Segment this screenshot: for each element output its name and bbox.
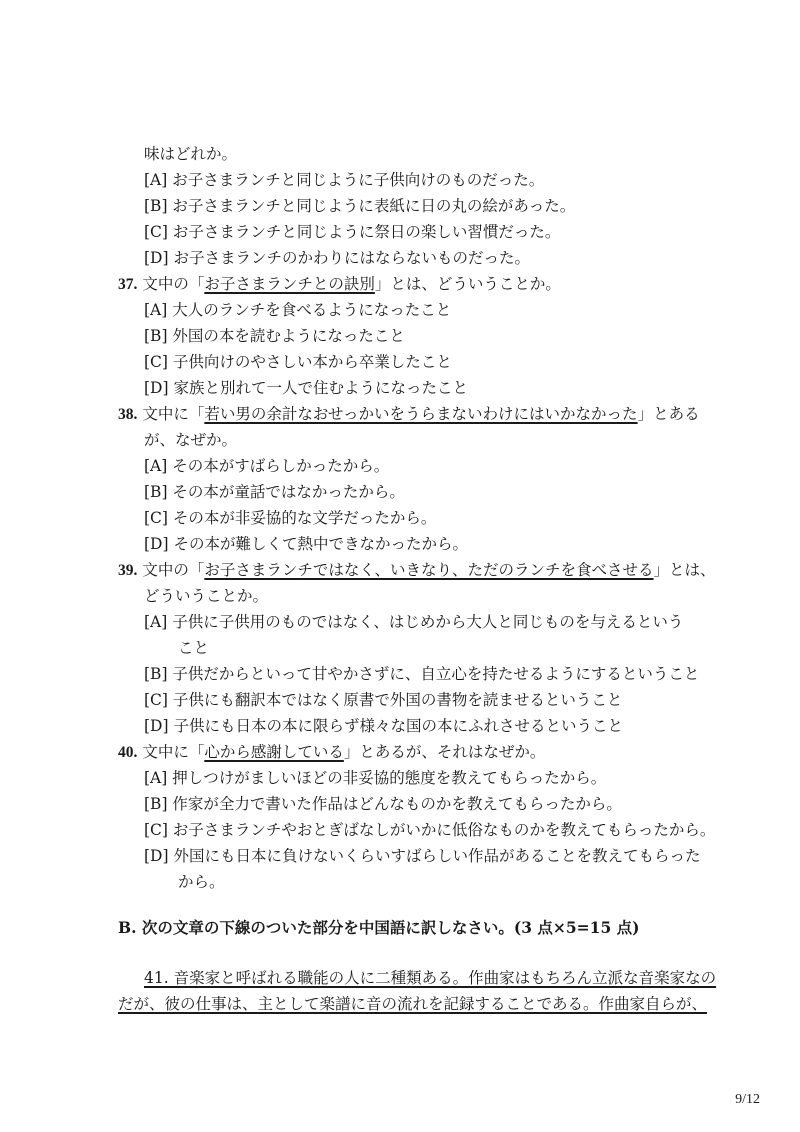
q37-option-b: [B] 外国の本を読むようになったこと	[144, 327, 405, 345]
q38-quote: 若い男の余計なおせっかいをうらまないわけにはいかなかった	[204, 405, 638, 423]
q38-number: 38.	[118, 406, 138, 423]
q40-option-d: [D] 外国にも日本に負けないくらいすばらしい作品があることを教えてもらった	[144, 847, 701, 865]
q37-number: 37.	[118, 276, 138, 293]
q37-quote: お子さまランチとの訣別	[204, 275, 375, 293]
q39-option-a-continuation: こと	[178, 639, 210, 657]
q39-option-b: [B] 子供だからといって甘やかさずに、自立心を持たせるようにするということ	[144, 665, 700, 683]
q37-post: 」とは、どういうことか。	[374, 275, 561, 293]
q36-option-a: [A] お子さまランチと同じように子供向けのものだった。	[144, 171, 545, 189]
q37-pre: 文中の「	[142, 275, 205, 293]
q38-option-c: [C] その本が非妥協的な文学だったから。	[144, 509, 437, 527]
q37-option-a: [A] 大人のランチを食べるようになったこと	[144, 301, 452, 319]
q38-option-d: [D] その本が難しくて熱中できなかったから。	[144, 535, 468, 553]
q39-option-d: [D] 子供にも日本の本に限らず様々な国の本にふれさせるということ	[144, 717, 623, 735]
passage-line-2: だが、彼の仕事は、主として楽譜に音の流れを記録することである。作曲家自らが、	[118, 995, 708, 1013]
q38-continuation: が、なぜか。	[144, 431, 238, 449]
q39-continuation: どういうことか。	[144, 587, 269, 605]
passage-line-1: 41. 音楽家と呼ばれる職能の人に二種類ある。作曲家はもちろん立派な音楽家なの	[144, 969, 717, 987]
q36-continuation: 味はどれか。	[144, 145, 238, 163]
q38-option-a: [A] その本がすばらしかったから。	[144, 457, 390, 475]
q38-option-b: [B] その本が童話ではなかったから。	[144, 483, 405, 501]
q37-question	[118, 274, 561, 295]
q40-quote: 心から感謝している	[204, 743, 344, 761]
q36-option-c: [C] お子さまランチと同じように祭日の楽しい習慣だった。	[144, 223, 561, 241]
q40-post: 」とあるが、それはなぜか。	[343, 743, 546, 761]
q39-pre: 文中の「	[142, 561, 205, 579]
q40-number: 40.	[118, 744, 138, 761]
q40-option-a: [A] 押しつけがましいほどの非妥協的態度を教えてもらったから。	[144, 769, 607, 787]
q39-post: 」とは、	[653, 561, 716, 579]
q38-post: 」とある	[637, 405, 700, 423]
page-number: 9/12	[735, 1092, 760, 1107]
q39-option-a: [A] 子供に子供用のものではなく、はじめから大人と同じものを与えるという	[144, 613, 684, 631]
q38-question	[118, 404, 700, 425]
q39-quote: お子さまランチではなく、いきなり、ただのランチを食べさせる	[204, 561, 654, 579]
section-b-heading: B. 次の文章の下線のついた部分を中国語に訳しなさい。(3 点×5=15 点)	[118, 918, 640, 937]
q39-option-c: [C] 子供にも翻訳本ではなく原書で外国の書物を読ませるということ	[144, 691, 623, 709]
q40-option-d-continuation: から。	[178, 873, 225, 891]
q40-option-c: [C] お子さまランチやおとぎばなしがいかに低俗なものかを教えてもらったから。	[144, 821, 716, 839]
q39-number: 39.	[118, 562, 138, 579]
q37-option-d: [D] 家族と別れて一人で住むようになったこと	[144, 379, 468, 397]
q38-pre: 文中に「	[142, 405, 205, 423]
q39-question	[118, 560, 716, 581]
q40-question	[118, 742, 545, 763]
q37-option-c: [C] 子供向けのやさしい本から卒業したこと	[144, 353, 452, 371]
q40-option-b: [B] 作家が全力で書いた作品はどんなものかを教えてもらったから。	[144, 795, 622, 813]
q36-option-b: [B] お子さまランチと同じように表紙に日の丸の絵があった。	[144, 197, 576, 215]
q40-pre: 文中に「	[142, 743, 205, 761]
q36-option-d: [D] お子さまランチのかわりにはならないものだった。	[144, 249, 530, 267]
